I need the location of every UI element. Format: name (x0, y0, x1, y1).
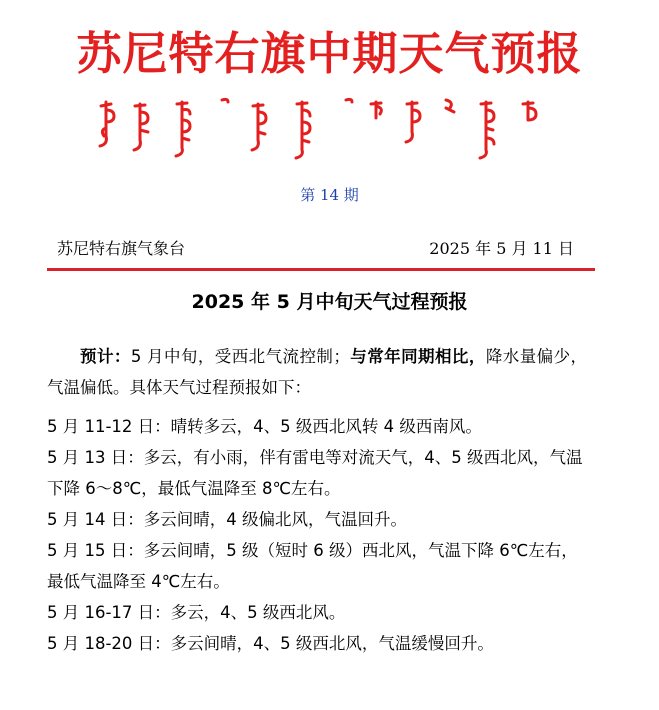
issuer-name: 苏尼特右旗气象台 (57, 239, 186, 258)
report-body (47, 341, 587, 659)
forecast-item: 5 月 13 日：多云，有小雨，伴有雷电等对流天气，4、5 级西北风，气温下降 6～8℃，最低气温降至 8℃左右。 (47, 448, 583, 498)
mongolian-script-graphic (94, 96, 559, 160)
mongolian-script-title (94, 96, 559, 160)
forecast-item: 5 月 14 日：多云间晴，4 级偏北风，气温回升。 (47, 510, 407, 529)
header-divider (47, 268, 595, 271)
report-title: 2025 年 5 月中旬天气过程预报 (191, 291, 468, 313)
forecast-item: 5 月 16-17 日：多云，4、5 级西北风。 (47, 603, 346, 622)
summary-emphasis: 与常年同期相比， (349, 347, 486, 366)
summary-label: 预计： (80, 347, 131, 366)
forecast-item: 5 月 11-12 日：晴转多云，4、5 级西北风转 4 级西南风。 (47, 417, 482, 436)
forecast-item: 5 月 15 日：多云间晴，5 级（短时 6 级）西北风，气温下降 6℃左右，最低气温降至 4℃左右。 (47, 541, 578, 591)
issue-number: 第 14 期 (300, 186, 359, 204)
forecast-item: 5 月 18-20 日：多云间晴，4、5 级西北风，气温缓慢回升。 (47, 634, 494, 653)
summary-text-2: 降水量偏少，气温偏低。具体天气过程预报如下： (47, 347, 588, 397)
issue-date: 2025 年 5 月 11 日 (429, 239, 574, 258)
forecast-summary (47, 341, 587, 403)
masthead-title: 苏尼特右旗中期天气预报 (76, 27, 583, 80)
summary-text-1: 5 月中旬，受西北气流控制； (130, 347, 350, 366)
